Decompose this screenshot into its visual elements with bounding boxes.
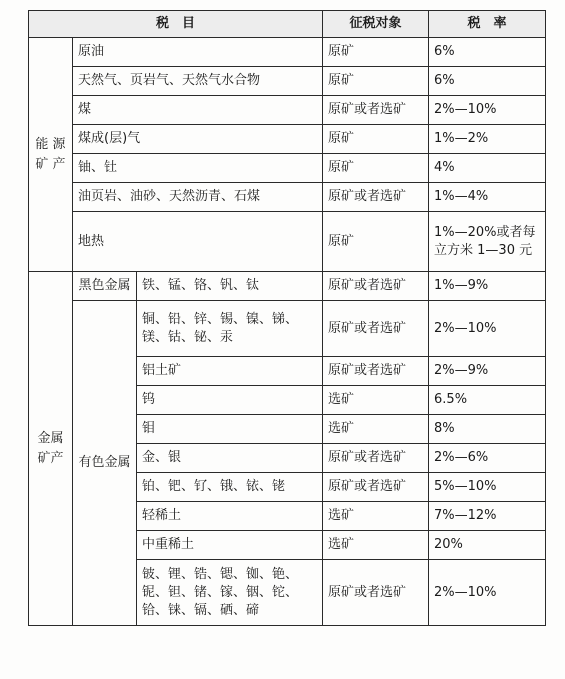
table-row <box>29 67 546 96</box>
tax-rate: 2%—9% <box>429 357 546 386</box>
tax-object: 原矿 <box>323 154 429 183</box>
tax-rate: 1%—20%或者每立方米 1—30 元 <box>429 212 546 272</box>
tax-item: 金、银 <box>137 444 323 473</box>
header-tax-rate: 税 率 <box>429 11 546 38</box>
tax-rate: 7%—12% <box>429 502 546 531</box>
tax-object: 选矿 <box>323 415 429 444</box>
header-row <box>29 11 546 38</box>
tax-object: 原矿 <box>323 67 429 96</box>
tax-item: 中重稀土 <box>137 531 323 560</box>
tax-object: 原矿或者选矿 <box>323 272 429 301</box>
table-row <box>29 125 546 154</box>
tax-item: 地热 <box>73 212 323 272</box>
tax-object: 原矿或者选矿 <box>323 473 429 502</box>
tax-object: 原矿或者选矿 <box>323 560 429 626</box>
tax-object: 选矿 <box>323 386 429 415</box>
table-row <box>29 183 546 212</box>
tax-object: 原矿 <box>323 212 429 272</box>
tax-object: 原矿或者选矿 <box>323 183 429 212</box>
tax-item: 铂、钯、钌、锇、铱、铑 <box>137 473 323 502</box>
tax-object: 选矿 <box>323 531 429 560</box>
tax-item: 铜、铅、锌、锡、镍、锑、镁、钴、铋、汞 <box>137 301 323 357</box>
tax-rate: 6.5% <box>429 386 546 415</box>
tax-item: 天然气、页岩气、天然气水合物 <box>73 67 323 96</box>
tax-object: 原矿或者选矿 <box>323 301 429 357</box>
tax-rate: 20% <box>429 531 546 560</box>
tax-rate: 1%—4% <box>429 183 546 212</box>
subcategory-ferrous-metals: 黑色金属 <box>73 272 137 301</box>
tax-item: 钨 <box>137 386 323 415</box>
tax-item: 铀、钍 <box>73 154 323 183</box>
tax-rate: 2%—6% <box>429 444 546 473</box>
tax-item: 铁、锰、铬、钒、钛 <box>137 272 323 301</box>
tax-rate: 8% <box>429 415 546 444</box>
tax-item: 原油 <box>73 38 323 67</box>
subcategory-nonferrous-metals: 有色金属 <box>73 301 137 626</box>
tax-rate: 6% <box>429 67 546 96</box>
tax-object: 原矿或者选矿 <box>323 96 429 125</box>
tax-item: 铝土矿 <box>137 357 323 386</box>
tax-rate: 2%—10% <box>429 301 546 357</box>
tax-rate: 1%—9% <box>429 272 546 301</box>
tax-item: 煤 <box>73 96 323 125</box>
tax-object: 原矿或者选矿 <box>323 444 429 473</box>
resource-tax-table <box>28 10 546 626</box>
tax-object: 原矿 <box>323 38 429 67</box>
header-tax-object: 征税对象 <box>323 11 429 38</box>
tax-rate: 2%—10% <box>429 560 546 626</box>
category-energy-minerals: 能 源 矿 产 <box>29 38 73 272</box>
tax-rate: 2%—10% <box>429 96 546 125</box>
table-row <box>29 96 546 125</box>
table-row <box>29 154 546 183</box>
tax-item: 轻稀土 <box>137 502 323 531</box>
tax-rate: 6% <box>429 38 546 67</box>
category-metal-minerals: 金属 矿产 <box>29 272 73 626</box>
table-row <box>29 212 546 272</box>
tax-object: 选矿 <box>323 502 429 531</box>
tax-object: 原矿 <box>323 125 429 154</box>
tax-item: 铍、锂、锆、锶、铷、铯、铌、钽、锗、镓、铟、铊、铪、铼、镉、硒、碲 <box>137 560 323 626</box>
tax-rate: 1%—2% <box>429 125 546 154</box>
tax-item: 油页岩、油砂、天然沥青、石煤 <box>73 183 323 212</box>
table-row <box>29 38 546 67</box>
tax-rate: 5%—10% <box>429 473 546 502</box>
tax-object: 原矿或者选矿 <box>323 357 429 386</box>
table-row <box>29 301 546 357</box>
tax-rate: 4% <box>429 154 546 183</box>
tax-item: 钼 <box>137 415 323 444</box>
tax-item: 煤成(层)气 <box>73 125 323 154</box>
table-row <box>29 272 546 301</box>
header-tax-item: 税 目 <box>29 11 323 38</box>
